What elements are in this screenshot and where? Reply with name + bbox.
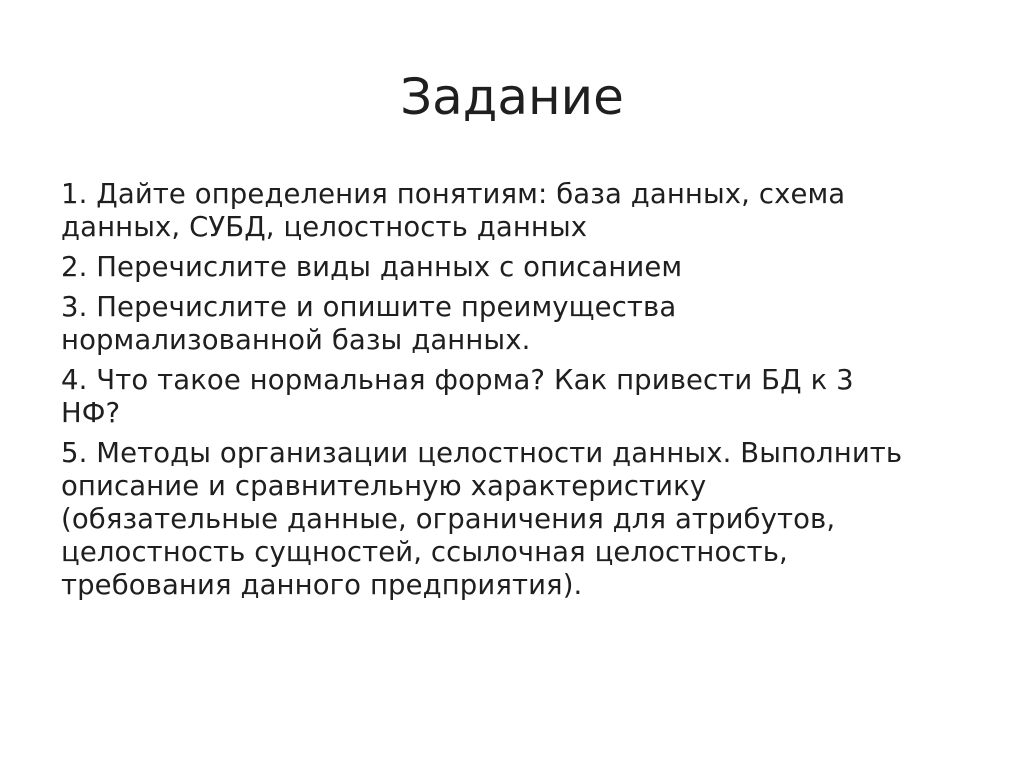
task-item-5-line-4: целостность сущностей, ссылочная целостность, (61, 536, 788, 568)
slide-title: Задание (400, 68, 624, 126)
task-item-4 (61, 364, 981, 430)
task-item-5 (61, 437, 981, 602)
task-item-1-line-2: данных, СУБД, целостность данных (61, 211, 588, 243)
task-item-4-line-2: НФ? (61, 397, 121, 429)
task-item-5-line-5: требования данного предприятия). (61, 569, 583, 601)
task-item-3-line-1: 3. Перечислите и опишите преимущества (61, 291, 677, 323)
task-item-4-line-1: 4. Что такое нормальная форма? Как привести БД к 3 (61, 364, 854, 396)
task-item-1 (61, 178, 981, 244)
task-item-5-line-2: описание и сравнительную характеристику (61, 470, 707, 502)
task-item-3-line-2: нормализованной базы данных. (61, 324, 531, 356)
task-item-2 (61, 251, 981, 284)
task-item-1-line-1: 1. Дайте определения понятиям: база данных, схема (61, 178, 846, 210)
task-item-5-line-3: (обязательные данные, ограничения для атрибутов, (61, 503, 836, 535)
task-list (61, 178, 981, 609)
task-item-2-line-1: 2. Перечислите виды данных с описанием (61, 251, 683, 283)
task-item-3 (61, 291, 981, 357)
task-item-5-line-1: 5. Методы организации целостности данных. Выполнить (61, 437, 903, 469)
